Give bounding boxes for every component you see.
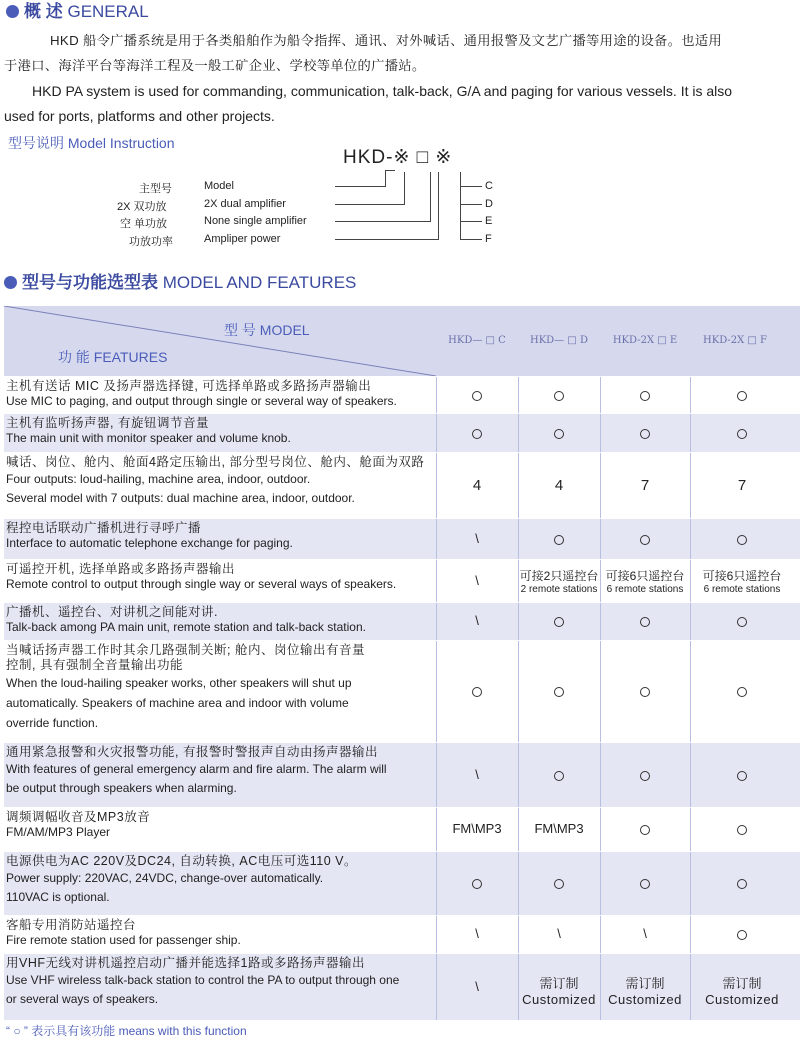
table-cell <box>600 389 690 404</box>
table-cell <box>518 685 600 700</box>
table-cell <box>600 769 690 784</box>
table-cell: 7 <box>640 477 650 494</box>
circle-icon <box>640 771 650 781</box>
cell-cn: 可接6只遥控台 <box>702 568 782 583</box>
circle-icon <box>554 879 564 889</box>
table-cell <box>690 685 794 700</box>
cell-cn: 可接6只遥控台 <box>605 568 685 583</box>
column-separator <box>600 559 601 602</box>
circle-icon <box>554 535 564 545</box>
cell-en: 6 remote stations <box>703 583 781 595</box>
feature-cn: 主机有送话 MIC 及扬声器选择键, 可选择单路或多路扬声器输出 <box>6 379 372 393</box>
circle-icon <box>640 825 650 835</box>
circle-icon <box>737 825 747 835</box>
table-cell <box>600 427 690 442</box>
table-cell <box>518 567 600 595</box>
table-cell: 4 <box>472 477 482 494</box>
table-cell: FM\MP3 <box>452 821 502 836</box>
feature-cn: 通用紧急报警和火灾报警功能, 有报警时警报声自动由扬声器输出 <box>6 745 378 759</box>
column-separator <box>518 807 519 851</box>
circle-icon <box>737 687 747 697</box>
model-letter-f: F <box>485 233 492 245</box>
circle-icon <box>554 617 564 627</box>
column-separator <box>436 807 437 851</box>
circle-icon <box>554 687 564 697</box>
table-cell <box>518 615 600 630</box>
circle-icon <box>737 617 747 627</box>
column-separator <box>690 413 691 452</box>
table-row <box>4 953 800 1020</box>
circle-icon <box>472 391 482 401</box>
table-cell <box>690 877 794 892</box>
column-separator <box>690 602 691 640</box>
table-row <box>4 602 800 640</box>
column-separator <box>690 376 691 413</box>
table-cell: \ <box>475 926 479 941</box>
cell-cn: 可接2只遥控台 <box>519 568 599 583</box>
model-row-cn-2: 空 单功放 <box>120 218 168 230</box>
circle-icon <box>737 391 747 401</box>
cell-en: Customized <box>608 991 682 1007</box>
table-cell <box>518 973 600 1007</box>
model-row-en-0: Model <box>204 180 234 192</box>
footnote: “ ○ ” 表示具有该功能 means with this function <box>6 1024 247 1038</box>
column-separator <box>436 851 437 915</box>
column-header-c: HKD— □ C <box>448 335 506 346</box>
model-row-en-3: Ampliper power <box>204 233 281 245</box>
header-features-label: 功 能 FEATURES <box>58 349 168 365</box>
header-model-label: 型 号 MODEL <box>224 322 310 338</box>
feature-en: When the loud-hailing speaker works, other speakers will shut up <box>6 676 352 690</box>
row-separator <box>4 807 800 808</box>
feature-en: Power supply: 220VAC, 24VDC, change-over automatically. <box>6 871 324 885</box>
circle-icon <box>640 879 650 889</box>
table-cell <box>600 567 690 595</box>
feature-text <box>6 562 438 592</box>
column-separator <box>690 915 691 953</box>
row-separator <box>4 452 800 453</box>
table-row <box>4 518 800 559</box>
table-row <box>4 640 800 742</box>
column-separator <box>436 559 437 602</box>
column-separator <box>518 953 519 1020</box>
circle-icon <box>640 617 650 627</box>
feature-en: The main unit with monitor speaker and volume knob. <box>6 431 291 445</box>
table-cell: \ <box>475 613 479 628</box>
table-row <box>4 452 800 518</box>
feature-cn-continued: 控制, 具有强制全音量输出功能 <box>6 658 183 672</box>
row-separator <box>4 559 800 560</box>
table-cell: 4 <box>554 477 564 494</box>
model-letter-c: C <box>485 180 493 192</box>
circle-icon <box>472 687 482 697</box>
column-separator <box>518 518 519 559</box>
table-cell <box>600 823 690 838</box>
feature-cn: 主机有监听扬声器, 有旋钮调节音量 <box>6 416 209 430</box>
table-cell <box>518 769 600 784</box>
model-row-en-1: 2X dual amplifier <box>204 198 286 210</box>
cell-en: Customized <box>705 991 779 1007</box>
cell-en: 6 remote stations <box>606 583 684 595</box>
model-row-cn-1: 2X 双功放 <box>117 201 167 213</box>
column-separator <box>690 559 691 602</box>
table-cell <box>600 615 690 630</box>
table-cell <box>690 427 794 442</box>
feature-cn: 可遥控开机, 选择单路或多路扬声器输出 <box>6 562 235 576</box>
column-separator <box>600 413 601 452</box>
column-separator <box>600 915 601 953</box>
table-cell <box>690 389 794 404</box>
circle-icon <box>554 391 564 401</box>
model-instruction-heading: 型号说明 Model Instruction <box>8 135 175 151</box>
cell-en: 2 remote stations <box>520 583 598 595</box>
table-cell: 7 <box>737 477 747 494</box>
row-separator <box>4 602 800 603</box>
column-separator <box>518 742 519 807</box>
column-separator <box>436 953 437 1020</box>
model-code: HKD-※ □ ※ <box>343 147 453 168</box>
table-cell <box>690 615 794 630</box>
circle-icon <box>737 771 747 781</box>
table-row <box>4 851 800 915</box>
table-cell: \ <box>475 530 479 546</box>
table-cell <box>600 877 690 892</box>
feature-cn: 用VHF无线对讲机遥控启动广播并能选择1路或多路扬声器输出 <box>6 956 365 970</box>
circle-icon <box>472 879 482 889</box>
column-separator <box>690 742 691 807</box>
column-separator <box>436 413 437 452</box>
feature-cn: 喊话、岗位、舱内、舱面4路定压输出, 部分型号岗位、舱内、舱面为双路 <box>6 455 425 469</box>
circle-icon <box>640 429 650 439</box>
feature-cn: 广播机、遥控台、对讲机之间能对讲. <box>6 605 218 619</box>
circle-icon <box>472 429 482 439</box>
table-cell <box>690 567 794 595</box>
feature-text <box>6 956 438 1009</box>
table-row <box>4 915 800 953</box>
circle-icon <box>640 535 650 545</box>
general-paragraph-en-line2: used for ports, platforms and other projects. <box>4 108 275 124</box>
general-paragraph-en-line1: HKD PA system is used for commanding, communication, talk-back, G/A and paging for various vessels. It is also <box>32 83 733 99</box>
row-separator <box>4 915 800 916</box>
circle-icon <box>554 771 564 781</box>
column-separator <box>600 452 601 518</box>
feature-text <box>6 605 438 635</box>
feature-en: Several model with 7 outputs: dual machine area, indoor, outdoor. <box>6 491 355 505</box>
feature-en: override function. <box>6 716 99 730</box>
table-cell <box>690 769 794 784</box>
feature-text <box>6 521 438 551</box>
table-cell <box>518 533 600 548</box>
feature-text <box>6 918 438 948</box>
column-separator <box>436 915 437 953</box>
model-letter-d: D <box>485 198 493 210</box>
feature-cn: 客船专用消防站遥控台 <box>6 918 137 932</box>
table-cell: \ <box>557 926 561 941</box>
feature-en: Use VHF wireless talk-back station to control the PA to output through one <box>6 973 400 987</box>
column-separator <box>436 640 437 742</box>
table-cell <box>436 427 518 442</box>
table-cell <box>518 877 600 892</box>
row-separator <box>4 413 800 414</box>
column-separator <box>518 851 519 915</box>
table-cell <box>436 877 518 892</box>
column-header-f: HKD-2X □ F <box>703 335 767 346</box>
feature-en: automatically. Speakers of machine area and indoor with volume <box>6 696 349 710</box>
column-separator <box>600 742 601 807</box>
table-cell <box>518 389 600 404</box>
row-separator <box>4 953 800 954</box>
column-separator <box>518 376 519 413</box>
feature-en: 110VAC is optional. <box>6 890 110 904</box>
table-cell <box>600 973 690 1007</box>
table-cell <box>690 973 794 1007</box>
column-separator <box>436 452 437 518</box>
feature-text <box>6 379 438 409</box>
row-separator <box>4 518 800 519</box>
table-cell <box>436 389 518 404</box>
table-cell <box>600 685 690 700</box>
table-cell <box>436 685 518 700</box>
column-separator <box>600 807 601 851</box>
model-row-cn-0: 主型号 <box>139 183 172 195</box>
table-cell <box>690 928 794 943</box>
general-paragraph-cn-line2: 于港口、海洋平台等海洋工程及一般工矿企业、学校等单位的广播站。 <box>4 58 426 73</box>
cell-cn: 需订制 <box>625 975 665 991</box>
cell-en: Customized <box>522 991 596 1007</box>
features-heading: 型号与功能选型表 MODEL AND FEATURES <box>4 268 356 293</box>
column-separator <box>518 640 519 742</box>
feature-en: Talk-back among PA main unit, remote station and talk-back station. <box>6 620 366 634</box>
column-separator <box>600 851 601 915</box>
feature-en: be output through speakers when alarming. <box>6 781 237 795</box>
table-cell: \ <box>475 978 479 994</box>
column-header-e: HKD-2X □ E <box>612 335 678 346</box>
general-paragraph-cn-line1: HKD 船令广播系统是用于各类船舶作为船令指挥、通讯、对外喊话、通用报警及文艺广播等用途的设备。也适用 <box>50 33 723 48</box>
row-separator <box>4 640 800 641</box>
table-cell <box>690 823 794 838</box>
feature-en: Fire remote station used for passenger ship. <box>6 933 241 947</box>
general-heading: 概 述 GENERAL <box>6 0 149 22</box>
feature-text <box>6 810 438 840</box>
circle-icon <box>640 687 650 697</box>
column-separator <box>690 640 691 742</box>
feature-en: FM/AM/MP3 Player <box>6 825 111 839</box>
model-row-en-2: None single amplifier <box>204 215 307 227</box>
column-separator <box>600 640 601 742</box>
feature-cn: 程控电话联动广播机进行寻呼广播 <box>6 521 202 535</box>
feature-text <box>6 854 438 907</box>
feature-en: Use MIC to paging, and output through single or several way of speakers. <box>6 394 397 408</box>
table-cell: \ <box>475 572 479 588</box>
feature-text <box>6 643 438 733</box>
feature-text <box>6 455 438 508</box>
feature-en: Interface to automatic telephone exchange for paging. <box>6 536 293 550</box>
bullet-icon <box>6 5 19 18</box>
column-separator <box>436 602 437 640</box>
table-cell: \ <box>475 766 479 782</box>
feature-cn: 电源供电为AC 220V及DC24, 自动转换, AC电压可选110 V。 <box>6 854 357 868</box>
column-separator <box>518 602 519 640</box>
feature-en: Remote control to output through single way or several ways of speakers. <box>6 577 397 591</box>
feature-en: With features of general emergency alarm and fire alarm. The alarm will <box>6 762 387 776</box>
circle-icon <box>640 391 650 401</box>
row-separator <box>4 742 800 743</box>
bullet-icon <box>4 276 17 289</box>
feature-en: Four outputs: loud-hailing, machine area, indoor, outdoor. <box>6 472 311 486</box>
cell-cn: 需订制 <box>722 975 762 991</box>
column-separator <box>518 915 519 953</box>
column-separator <box>690 851 691 915</box>
table-row <box>4 376 800 413</box>
table-cell: \ <box>643 926 647 941</box>
model-row-cn-3: 功放功率 <box>129 236 173 248</box>
cell-cn: 需订制 <box>539 975 579 991</box>
column-separator <box>600 953 601 1020</box>
column-separator <box>518 413 519 452</box>
table-row <box>4 559 800 602</box>
column-separator <box>690 518 691 559</box>
circle-icon <box>554 429 564 439</box>
column-separator <box>518 452 519 518</box>
feature-text <box>6 745 438 798</box>
row-separator <box>4 851 800 852</box>
table-cell <box>518 427 600 442</box>
column-separator <box>436 518 437 559</box>
column-separator <box>600 376 601 413</box>
column-separator <box>690 953 691 1020</box>
column-separator <box>518 559 519 602</box>
table-cell <box>600 533 690 548</box>
circle-icon <box>737 879 747 889</box>
column-separator <box>690 807 691 851</box>
row-separator <box>4 376 800 377</box>
column-separator <box>600 602 601 640</box>
column-separator <box>690 452 691 518</box>
table-cell <box>690 533 794 548</box>
circle-icon <box>737 429 747 439</box>
model-letter-e: E <box>485 215 493 227</box>
column-separator <box>436 376 437 413</box>
column-separator <box>436 742 437 807</box>
circle-icon <box>737 930 747 940</box>
feature-cn: 当喊话扬声器工作时其余几路强制关断; 舱内、岗位输出有音量 <box>6 643 365 657</box>
table-cell: FM\MP3 <box>534 821 584 836</box>
feature-en: or several ways of speakers. <box>6 992 159 1006</box>
table-row <box>4 742 800 807</box>
feature-text <box>6 416 438 446</box>
feature-cn: 调频调幅收音及MP3放音 <box>6 810 151 824</box>
column-separator <box>600 518 601 559</box>
circle-icon <box>737 535 747 545</box>
table-row <box>4 807 800 851</box>
table-header <box>4 306 800 376</box>
column-header-d: HKD— □ D <box>529 335 589 346</box>
table-row <box>4 413 800 452</box>
